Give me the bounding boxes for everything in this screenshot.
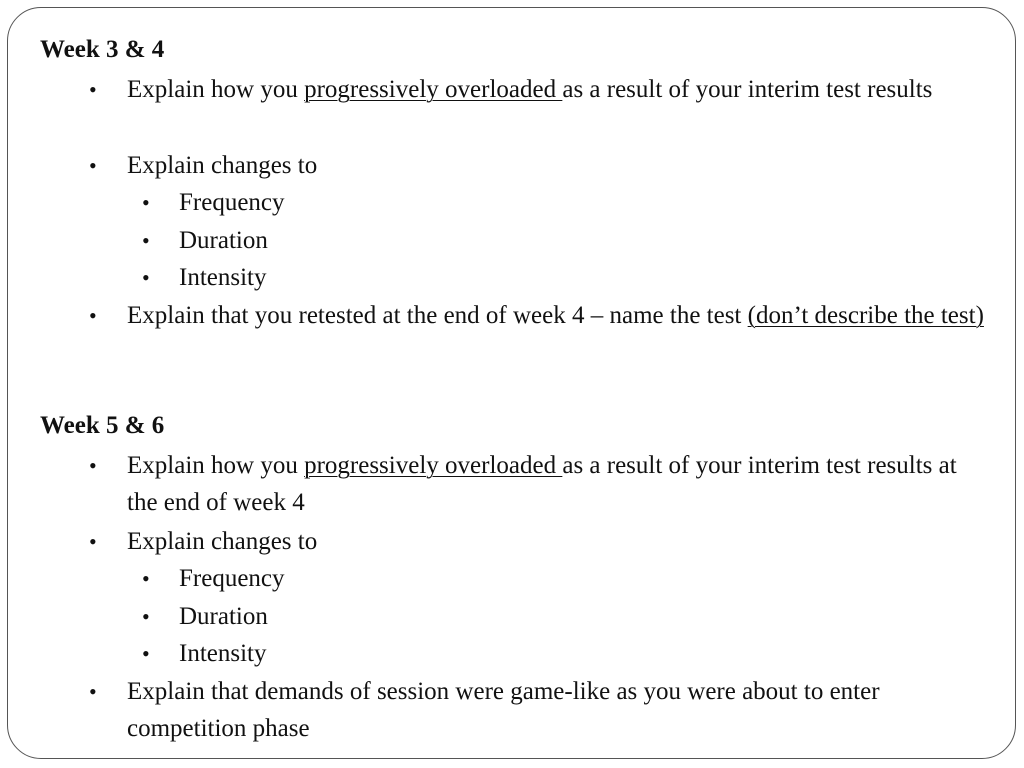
bullet-icon: • bbox=[142, 604, 150, 629]
bullet-icon: • bbox=[142, 641, 150, 666]
bullet-icon: • bbox=[89, 153, 97, 178]
week-5-6-item-changes: • Explain changes to bbox=[127, 523, 987, 560]
underlined-emphasis: (don’t describe the test) bbox=[747, 302, 984, 329]
bullet-icon: • bbox=[89, 529, 97, 554]
week-5-6-subitem-duration: • Duration bbox=[179, 598, 879, 635]
bullet-icon: • bbox=[89, 303, 97, 328]
week-5-6-item-game-like: • Explain that demands of session were game-like as you were about to enter competition phase bbox=[127, 673, 987, 747]
bullet-icon: • bbox=[142, 265, 150, 290]
week-5-6-heading: Week 5 & 6 bbox=[40, 412, 165, 439]
week-3-4-subitem-intensity: • Intensity bbox=[179, 259, 879, 296]
bullet-icon: • bbox=[142, 190, 150, 215]
bullet-icon: • bbox=[89, 679, 97, 704]
slide-frame bbox=[7, 7, 1016, 759]
slide-content bbox=[8, 8, 1015, 758]
underlined-emphasis: progressively overloaded bbox=[304, 452, 563, 479]
week-3-4-subitem-duration: • Duration bbox=[179, 222, 879, 259]
week-3-4-item-progressive-overload: • Explain how you progressively overloaded as a result of your interim test results bbox=[127, 71, 987, 108]
week-5-6-item-progressive-overload: • Explain how you progressively overloaded as a result of your interim test results at the end of week 4 bbox=[127, 447, 987, 521]
underlined-emphasis: progressively overloaded bbox=[304, 76, 563, 103]
week-5-6-subitem-intensity: • Intensity bbox=[179, 635, 879, 672]
week-3-4-heading: Week 3 & 4 bbox=[40, 36, 165, 63]
week-5-6-subitem-frequency: • Frequency bbox=[179, 560, 879, 597]
bullet-icon: • bbox=[142, 566, 150, 591]
week-3-4-subitem-frequency: • Frequency bbox=[179, 184, 879, 221]
bullet-icon: • bbox=[142, 228, 150, 253]
bullet-icon: • bbox=[89, 453, 97, 478]
week-3-4-item-retest: • Explain that you retested at the end of week 4 – name the test (don’t describe the test) bbox=[127, 297, 987, 334]
week-3-4-item-changes: • Explain changes to bbox=[127, 147, 987, 184]
bullet-icon: • bbox=[89, 77, 97, 102]
